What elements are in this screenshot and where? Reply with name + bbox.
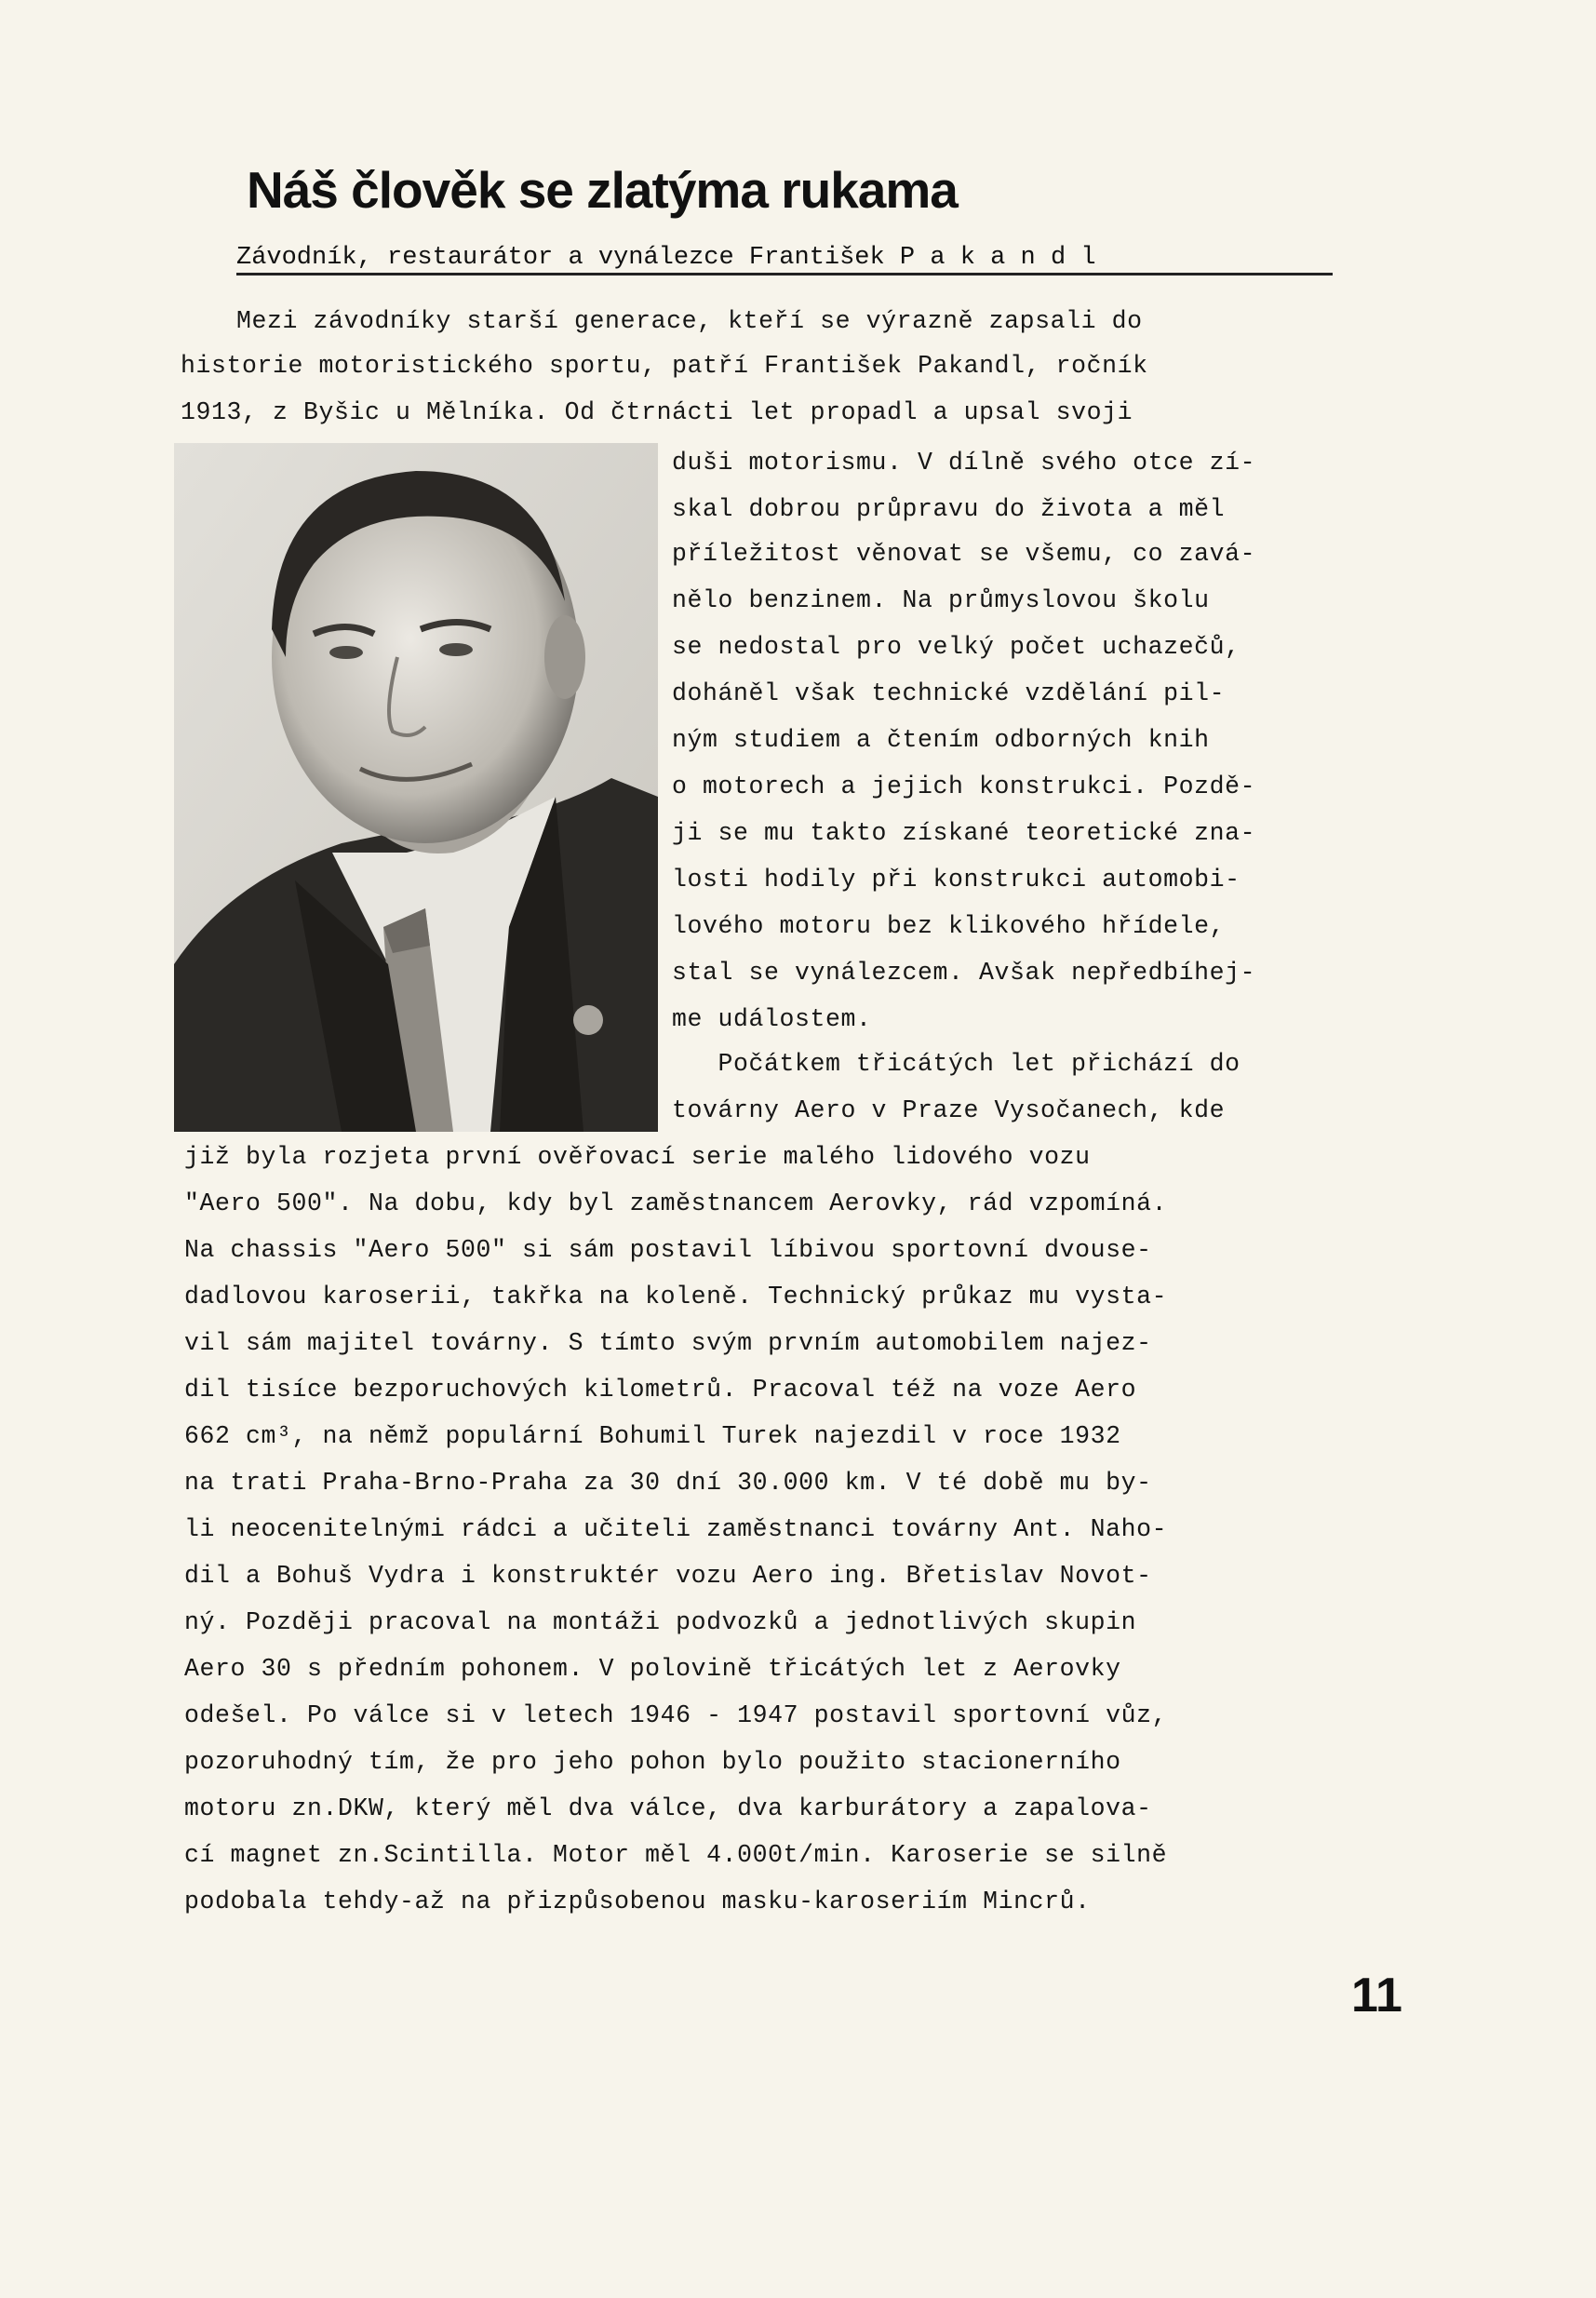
text-line: se nedostal pro velký počet uchazečů,: [672, 633, 1241, 661]
text-line: ji se mu takto získané teoretické zna-: [672, 819, 1256, 847]
text-line: Počátkem třicátých let přichází do: [672, 1050, 1241, 1078]
text-line: dil tisíce bezporuchových kilometrů. Pracoval též na voze Aero: [184, 1376, 1137, 1404]
text-line: nělo benzinem. Na průmyslovou školu: [672, 586, 1210, 614]
text-line: lového motoru bez klikového hřídele,: [672, 912, 1226, 940]
text-line: skal dobrou průpravu do života a měl: [672, 495, 1226, 523]
text-line: továrny Aero v Praze Vysočanech, kde: [672, 1096, 1226, 1124]
text-line: stal se vynálezcem. Avšak nepředbíhej-: [672, 959, 1256, 987]
page-number: 11: [1351, 1969, 1402, 2023]
text-line: Mezi závodníky starší generace, kteří se výrazně zapsali do: [236, 307, 1143, 335]
article-subtitle: Závodník, restaurátor a vynálezce František P a k a n d l: [236, 244, 1333, 275]
text-line: 1913, z Byšic u Mělníka. Od čtrnácti let propadl a upsal svoji: [181, 398, 1133, 426]
text-line: vil sám majitel továrny. S tímto svým prvním automobilem najez-: [184, 1329, 1152, 1357]
text-line: me událostem.: [672, 1005, 872, 1033]
text-line: příležitost věnovat se všemu, co zavá-: [672, 540, 1256, 568]
text-line: odešel. Po válce si v letech 1946 - 1947 postavil sportovní vůz,: [184, 1701, 1168, 1729]
text-line: ný. Později pracoval na montáži podvozků a jednotlivých skupin: [184, 1608, 1137, 1636]
text-line: li neocenitelnými rádci a učiteli zaměstnanci továrny Ant. Naho-: [184, 1515, 1168, 1543]
text-line: "Aero 500". Na dobu, kdy byl zaměstnancem Aerovky, rád vzpomíná.: [184, 1189, 1168, 1217]
text-line: losti hodily při konstrukci automobi-: [672, 866, 1241, 894]
text-line: 662 cm³, na němž populární Bohumil Turek najezdil v roce 1932: [184, 1422, 1121, 1450]
text-line: motoru zn.DKW, který měl dva válce, dva karburátory a zapalova-: [184, 1794, 1152, 1822]
text-line: historie motoristického sportu, patří František Pakandl, ročník: [181, 352, 1148, 380]
text-line: Aero 30 s předním pohonem. V polovině třicátých let z Aerovky: [184, 1655, 1121, 1683]
text-line: podobala tehdy-až na přizpůsobenou masku-karoseriím Mincrů.: [184, 1888, 1091, 1915]
text-line: Na chassis "Aero 500" si sám postavil líbivou sportovní dvouse-: [184, 1236, 1152, 1264]
text-line: pozoruhodný tím, že pro jeho pohon bylo použito stacionerního: [184, 1748, 1121, 1776]
text-line: duši motorismu. V dílně svého otce zí-: [672, 449, 1256, 477]
text-line: doháněl však technické vzdělání pil-: [672, 679, 1226, 707]
text-line: dil a Bohuš Vydra i konstruktér vozu Aero ing. Břetislav Novot-: [184, 1562, 1152, 1590]
text-line: na trati Praha-Brno-Praha za 30 dní 30.000 km. V té době mu by-: [184, 1469, 1152, 1497]
text-line: cí magnet zn.Scintilla. Motor měl 4.000t/min. Karoserie se silně: [184, 1841, 1168, 1869]
text-line: ným studiem a čtením odborných knih: [672, 726, 1210, 754]
text-line: již byla rozjeta první ověřovací serie malého lidového vozu: [184, 1143, 1091, 1171]
text-line: dadlovou karoserii, takřka na koleně. Technický průkaz mu vysta-: [184, 1283, 1168, 1310]
portrait-photo: [174, 443, 658, 1132]
article-title: Náš člověk se zlatýma rukama: [247, 161, 958, 219]
text-line: o motorech a jejich konstrukci. Pozdě-: [672, 773, 1256, 800]
